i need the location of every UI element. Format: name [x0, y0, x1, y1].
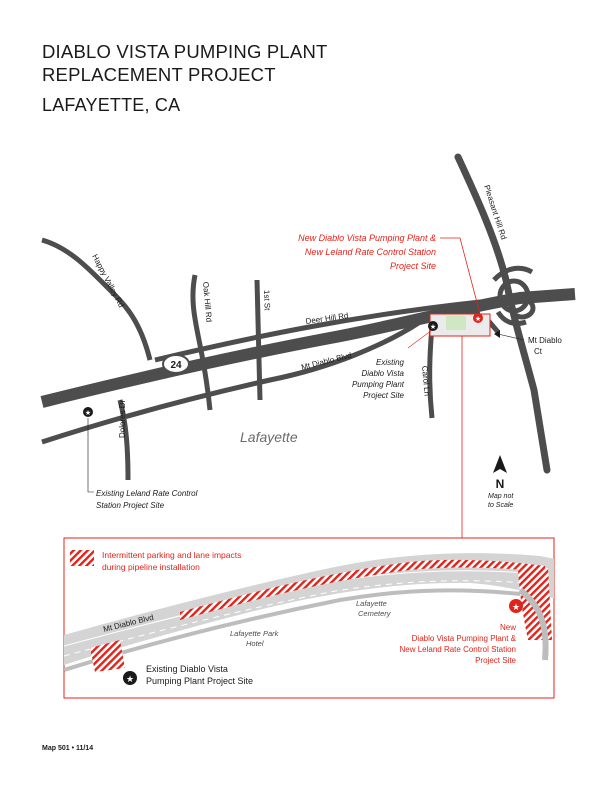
svg-text:★: ★ — [474, 316, 482, 323]
existing-pump-line-1: Existing — [375, 358, 404, 367]
new-site-label — [298, 233, 436, 271]
inset-new-site-1: New — [499, 623, 516, 632]
inset-road-label: Mt Diablo Blvd — [102, 612, 155, 634]
city-label: Lafayette — [240, 429, 298, 445]
title-line-2: REPLACEMENT PROJECT — [42, 64, 276, 85]
cemetery-line-2: Cemetery — [358, 609, 391, 618]
label-oak-hill: Oak Hill Rd — [201, 281, 214, 323]
inset-new-site-star-icon — [509, 599, 523, 613]
inset-existing-1: Existing Diablo Vista — [146, 664, 228, 674]
inset-new-site-2: Diablo Vista Pumping Plant & — [411, 634, 516, 643]
existing-pump-line-4: Project Site — [363, 391, 404, 400]
new-site-line-1: New Diablo Vista Pumping Plant & — [298, 233, 436, 243]
existing-leland-label — [96, 489, 198, 510]
svg-text:★: ★ — [511, 602, 521, 612]
label-first-st: 1st St — [262, 289, 272, 311]
cemetery-line-1: Lafayette — [356, 599, 387, 608]
legend-hatch-swatch — [70, 550, 94, 566]
legend-line-1: Intermittent parking and lane impacts — [102, 550, 242, 560]
existing-leland-star-icon — [83, 407, 93, 417]
label-dolores: Dolores Dr — [118, 399, 127, 438]
existing-pump-line-2: Diablo Vista — [361, 369, 404, 378]
svg-text:★: ★ — [125, 674, 135, 684]
label-carol-ln: Carol Ln — [420, 365, 432, 397]
highway-24 — [42, 294, 575, 402]
existing-leland-line-1: Existing Leland Rate Control — [96, 489, 198, 498]
label-happy-valley: Happy Valley Rd — [90, 252, 126, 310]
hotel-line-1: Lafayette Park — [230, 629, 279, 638]
hotel-line-2: Hotel — [246, 639, 264, 648]
title-line-1: DIABLO VISTA PUMPING PLANT — [42, 41, 328, 62]
map-number: Map 501 • 11/14 — [42, 745, 94, 752]
main-map — [42, 157, 575, 538]
site-fill — [446, 316, 466, 330]
label-mt-diablo-ct-1: Mt Diablo — [528, 336, 562, 345]
inset-new-site-3: New Leland Rate Control Station — [399, 645, 516, 654]
highway-24-label: 24 — [170, 360, 182, 371]
existing-pump-label — [352, 358, 405, 400]
label-deer-hill: Deer Hill Rd — [305, 311, 349, 326]
scale-note-1: Map not — [488, 493, 514, 500]
label-mt-diablo: Mt Diablo Blvd — [300, 350, 353, 372]
existing-leland-line-2: Station Project Site — [96, 501, 165, 510]
scale-note-2: to Scale — [488, 502, 514, 509]
inset-map — [64, 538, 560, 698]
existing-pump-star-icon — [428, 321, 438, 331]
inset-new-site-4: Project Site — [475, 656, 516, 665]
north-label: N — [495, 477, 505, 491]
inset-existing-2: Pumping Plant Project Site — [146, 676, 254, 686]
new-site-star-icon — [473, 313, 483, 323]
existing-pump-line-3: Pumping Plant — [351, 380, 404, 389]
label-mt-diablo-ct-2: Ct — [534, 347, 542, 356]
new-site-line-3: Project Site — [389, 261, 436, 271]
svg-text:★: ★ — [84, 410, 92, 417]
new-site-line-2: New Leland Rate Control Station — [304, 247, 436, 257]
north-arrow-icon — [493, 455, 507, 491]
inset-existing-star-icon — [123, 671, 137, 685]
legend-line-2: during pipeline installation — [102, 562, 200, 572]
first-street — [257, 280, 260, 400]
label-pleasant-hill: Pleasant Hill Rd — [482, 183, 509, 241]
location-subtitle: LAFAYETTE, CA — [42, 95, 181, 115]
svg-text:★: ★ — [429, 324, 437, 331]
